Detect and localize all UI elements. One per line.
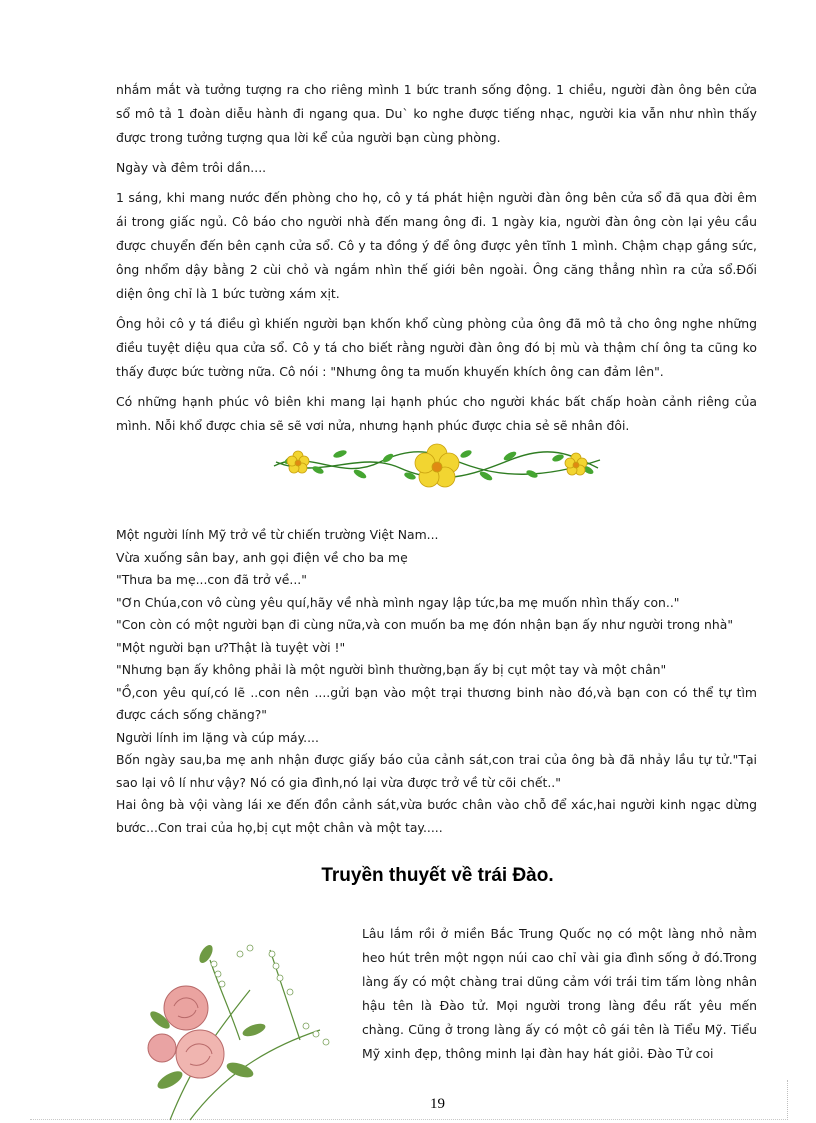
story-line: Vừa xuống sân bay, anh gọi điện về cho ba mẹ — [116, 549, 408, 565]
story-line: "Ơn Chúa,con vô cùng yêu quí,hãy về nhà mình ngay lập tức,ba mẹ muốn nhìn thấy con.." — [116, 594, 680, 610]
story-line: "Con còn có một người bạn đi cùng nữa,và con muốn ba mẹ đón nhận bạn ấy như người trong nhà" — [116, 617, 734, 632]
flower-vine-divider — [270, 436, 604, 492]
story-line: Hai ông bà vội vàng lái xe đến đồn cảnh sát,vừa bước chân vào chỗ để xác,hai người kinh ngạc dừng bước...Con trai của họ,bị cụt một chân và một tay..... — [116, 797, 757, 835]
story-line: Bốn ngày sau,ba mẹ anh nhận được giấy báo của cảnh sát,con trai của ông bà đã nhảy lầu tự tử."Tại sao lại vô lí như vậy? Nó có gia đình,nó lại vừa được trở về từ cõi chết.." — [116, 752, 757, 790]
legend-paragraph: Lâu lắm rồi ở miền Bắc Trung Quốc nọ có một làng nhỏ nằm heo hút trên một ngọn núi cao chỉ vài gia đình sống ở đó.Trong làng ấy có một chàng trai dũng cảm với trái tim tấm lòng nhân hậu tên là Đào tử. Mọi người trong làng đều rất yêu mến chàng. Cũng ở trong làng ấy có một cô gái tên là Tiểu Mỹ. Tiểu Mỹ xinh đẹp, thông minh lại đàn hay hát giỏi. Đào Tử coi — [362, 926, 757, 1061]
paragraph: Có những hạnh phúc vô biên khi mang lại hạnh phúc cho người khác bất chấp hoàn cảnh riêng của mình. Nỗi khổ được chia sẽ sẽ vơi nửa, nhưng hạnh phúc được chia sẻ sẽ nhân đôi. — [116, 394, 757, 433]
story-line: "Một người bạn ư?Thật là tuyệt vời !" — [116, 639, 346, 655]
story-line: "Ồ,con yêu quí,có lẽ ..con nên ....gửi bạn vào một trại thương binh nào đó,và bạn con có thể tự tìm được cách sống chăng?" — [116, 684, 757, 722]
margin-mark — [787, 1080, 794, 1120]
rose-bouquet-icon — [130, 930, 340, 1123]
section-title: Truyền thuyết về trái Đào. — [321, 865, 554, 886]
footer-divider — [30, 1119, 786, 1120]
body-text-top — [116, 78, 757, 438]
story-line: Một người lính Mỹ trở về từ chiến trường Việt Nam... — [116, 527, 439, 542]
soldier-story — [116, 524, 757, 839]
page-number: 19 — [430, 1096, 445, 1112]
paragraph: nhắm mắt và tưởng tượng ra cho riêng mình 1 bức tranh sống động. 1 chiều, người đàn ông bên cửa sổ mô tả 1 đoàn diễu hành đi ngang qua. Du` ko nghe được tiếng nhạc, người kia vẫn như nhìn thấy được trong tưởng tượng qua lời kể của người bạn cùng phòng. — [116, 82, 757, 145]
story-line: Người lính im lặng và cúp máy.... — [116, 729, 319, 745]
paragraph: Ông hỏi cô y tá điều gì khiến người bạn khốn khổ cùng phòng của ông đã mô tả cho ông nghe những điều tuyệt diệu qua cửa sổ. Cô y tá cho biết rằng người đàn ông đó bị mù và thậm chí ông ta cũng ko thấy được bức tường nữa. Cô nói : "Nhưng ông ta muốn khuyến khích ông can đảm lên". — [116, 316, 757, 379]
story-line: "Nhưng bạn ấy không phải là một người bình thường,bạn ấy bị cụt một tay và một chân" — [116, 662, 667, 677]
story-line: "Thưa ba mẹ...con đã trở về..." — [116, 572, 307, 587]
paragraph: 1 sáng, khi mang nước đến phòng cho họ, cô y tá phát hiện người đàn ông bên cửa sổ đã qua đời êm ái trong giấc ngủ. Cô báo cho người nhà đến mang ông đi. 1 ngày kia, người đàn ông còn lại yêu cầu được chuyển đến bên cạnh cửa sổ. Cô y ta đồng ý để ông được yên tĩnh 1 mình. Chậm chạp gắng sức, ông nhổm dậy bằng 2 cùi chỏ và ngắm nhìn thế giới bên ngoài. Ông căng thẳng nhìn ra cửa sổ.Đối diện ông chỉ là 1 bức tường xám xịt. — [116, 190, 757, 301]
paragraph: Ngày và đêm trôi dần.... — [116, 160, 267, 175]
